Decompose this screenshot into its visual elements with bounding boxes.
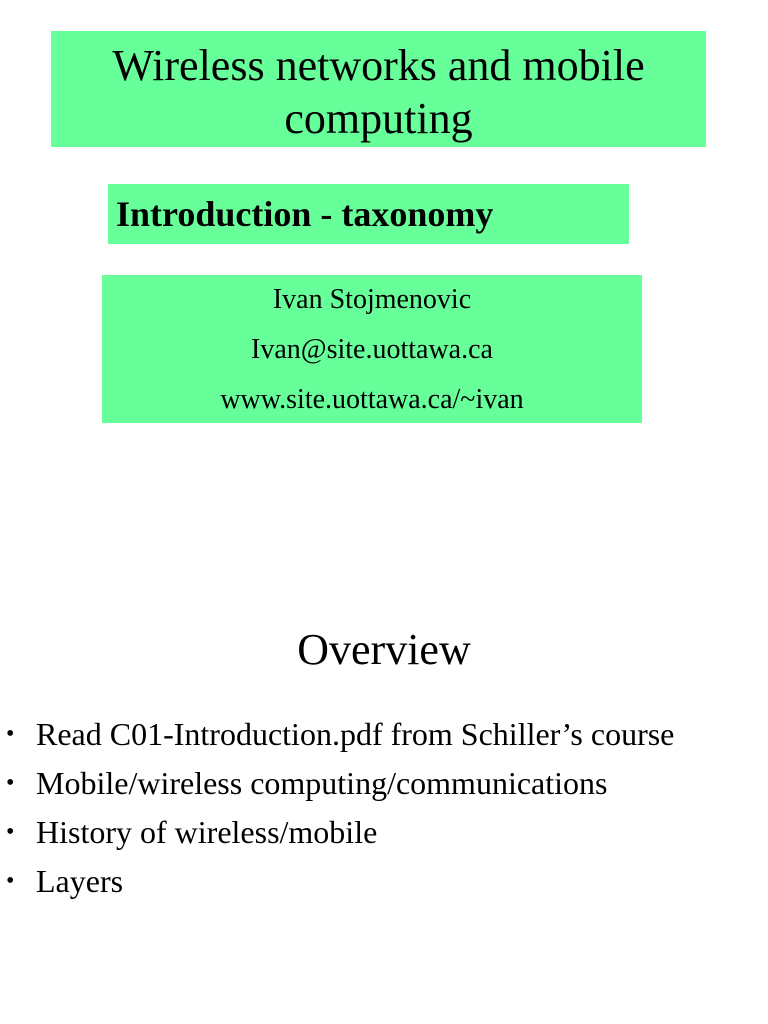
overview-heading: Overview (297, 625, 471, 674)
list-item (0, 759, 768, 808)
bullet-text: Mobile/wireless computing/communications (36, 765, 608, 801)
bullet-icon: • (6, 770, 15, 796)
bullet-text: Read C01-Introduction.pdf from Schiller’s course (36, 716, 675, 752)
title-box (51, 31, 706, 147)
author-email: Ivan@site.uottawa.ca (251, 334, 493, 365)
author-website: www.site.uottawa.ca/~ivan (220, 384, 524, 415)
bullet-icon: • (6, 721, 15, 747)
bullet-text: History of wireless/mobile (36, 814, 378, 850)
bullet-text: Layers (36, 863, 124, 899)
list-item (0, 857, 768, 906)
overview-bullet-list (0, 710, 768, 906)
author-box (102, 275, 642, 423)
bullet-icon: • (6, 868, 15, 894)
author-name: Ivan Stojmenovic (272, 284, 472, 315)
subtitle-box (108, 184, 629, 244)
slide-subtitle: Introduction - taxonomy (116, 194, 494, 234)
slide-title: Wireless networks and mobile computing (112, 41, 645, 143)
list-item (0, 710, 768, 759)
bullet-icon: • (6, 819, 15, 845)
list-item (0, 808, 768, 857)
